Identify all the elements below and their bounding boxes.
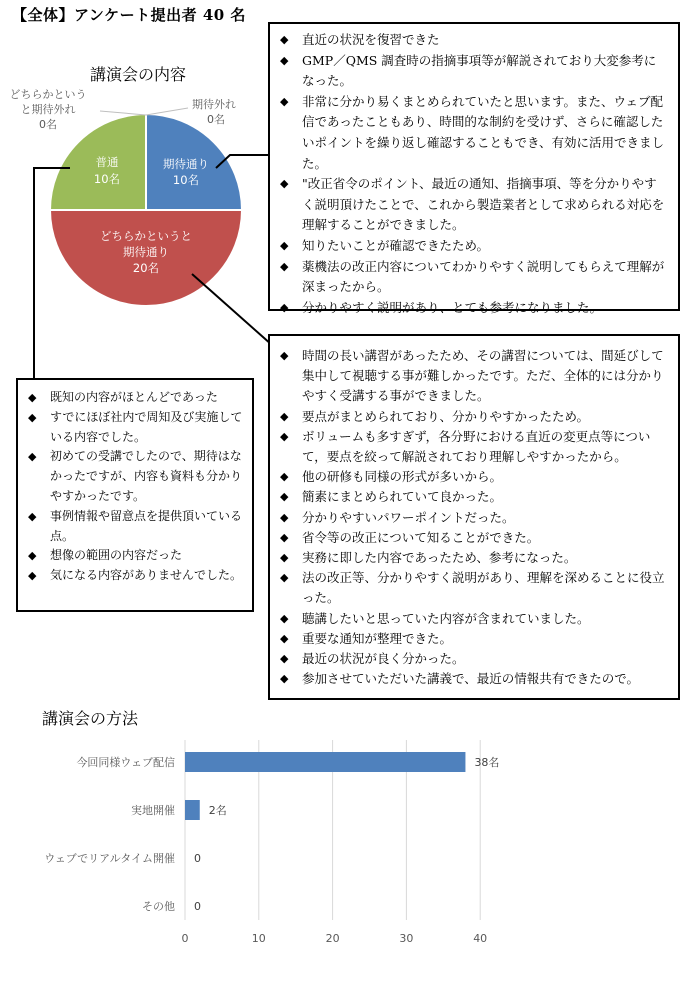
rather-comment: ◆ 他の研修も同様の形式が多いから。: [274, 467, 668, 487]
comments-rather-box: [268, 334, 680, 700]
rather-comment: ◆ 法の改正等、分かりやすく説明があり、理解を深めることに役立った。: [274, 568, 668, 608]
leader-line-bad: [146, 108, 188, 115]
comments-expected-box: [268, 22, 680, 315]
rather-comment: ◆ 重要な通知が整理できた。: [274, 629, 668, 649]
expected-comment: ◆ 分かりやすく説明があり、とても参考になりました。: [274, 298, 668, 319]
expected-comment: ◆ "改正省令のポイント、最近の通知、指摘事項、等を分かりやすく説明頂けたことで、これから製造業者として求められる対応を理解することができました。: [274, 174, 668, 236]
survey-header: 【全体】アンケート提出者 40 名: [12, 6, 246, 24]
leader-line-rather-bad: [100, 111, 146, 115]
label-rather-value: 20名: [132, 261, 160, 275]
expected-comment: ◆ 直近の状況を復習できた: [274, 30, 668, 51]
category-label: 実地開催: [131, 804, 175, 817]
expected-comment: ◆ 薬機法の改正内容についてわかりやすく説明してもらえて理解が深まったから。: [274, 257, 668, 298]
bar: [185, 800, 200, 820]
label-rather-bad-2: と期待外れ: [20, 103, 76, 116]
label-normal-value: 10名: [93, 172, 121, 186]
rather-comment: ◆ 聴講したいと思っていた内容が含まれていました。: [274, 609, 668, 629]
rather-comment: ◆ 簡素にまとめられていて良かった。: [274, 487, 668, 507]
label-expected: 期待通り: [163, 157, 209, 171]
rather-comment: ◆ 要点がまとめられており、分かりやすかったため。: [274, 407, 668, 427]
expected-comment: ◆ 知りたいことが確認できたため。: [274, 236, 668, 257]
label-rather-bad-1: どちらかという: [9, 88, 87, 101]
label-bad: 期待外れ: [192, 98, 236, 111]
rather-comment: ◆ 最近の状況が良く分かった。: [274, 649, 668, 669]
label-rather-2: 期待通り: [123, 245, 169, 259]
label-rather: どちらかというと: [100, 229, 192, 243]
rather-comment: ◆ 参加させていただいた講義で、最近の情報共有できたので。: [274, 669, 668, 689]
bar-chart: [0, 720, 697, 960]
expected-comment: ◆ 非常に分かり易くまとめられていたと思います。また、ウェブ配信であったこともあり、時間的な制約を受けず、さらに確認したいポイントを繰り返し確認することもでき、有効に活用できました。: [274, 92, 668, 174]
bar-value-label: 2名: [208, 804, 227, 817]
rather-comment: ◆ 時間の長い講習があったため、その講習については、間延びして集中して視聴する事が難しかったです。ただ、全体的には分かりやすく受講する事ができました。: [274, 346, 668, 407]
normal-comment: ◆ 気になる内容がありませんでした。: [22, 566, 244, 586]
x-tick-label: 10: [251, 932, 266, 945]
rather-comment: ◆ 省令等の改正について知ることができた。: [274, 528, 668, 548]
x-tick-label: 40: [473, 932, 488, 945]
normal-comment: ◆ 初めての受講でしたので、期待はなかったですが、内容も資料も分かりやすかったです。: [22, 447, 244, 506]
x-tick-label: 20: [325, 932, 340, 945]
x-tick-label: 30: [399, 932, 414, 945]
comments-normal-box: [16, 378, 254, 612]
category-label: ウェブでリアルタイム開催: [44, 852, 175, 865]
label-expected-value: 10名: [172, 173, 200, 187]
expected-comment: ◆ GMP／QMS 調査時の指摘事項等が解説されており大変参考になった。: [274, 51, 668, 92]
normal-comment: ◆ 事例情報や留意点を提供頂いている点。: [22, 507, 244, 547]
label-bad-value: 0名: [207, 113, 225, 126]
rather-comment: ◆ 分かりやすいパワーポイントだった。: [274, 508, 668, 528]
label-rather-bad-value: 0名: [39, 118, 57, 131]
connector-rather: [192, 274, 272, 345]
rather-comment: ◆ 実務に即した内容であったため、参考になった。: [274, 548, 668, 568]
bar-value-label: 0: [194, 900, 201, 913]
rather-comment: ◆ ボリュームも多すぎず，各分野における直近の変更点等について，要点を絞って解説されており理解しやすかったから。: [274, 427, 668, 467]
normal-comment: ◆ すでにほぼ社内で周知及び実施している内容でした。: [22, 408, 244, 448]
category-label: その他: [142, 900, 175, 913]
bar-chart-title: 講演会の方法: [42, 709, 139, 728]
bar-value-label: 38名: [474, 756, 500, 769]
normal-comment: ◆ 想像の範囲の内容だった: [22, 546, 244, 566]
label-normal: 普通: [95, 155, 119, 169]
pie-chart-title: 講演会の内容: [90, 65, 187, 84]
bar-value-label: 0: [194, 852, 201, 865]
category-label: 今回同様ウェブ配信: [76, 756, 175, 769]
normal-comment: ◆ 既知の内容がほとんどであった: [22, 388, 244, 408]
bar: [185, 752, 465, 772]
x-tick-label: 0: [181, 932, 189, 945]
